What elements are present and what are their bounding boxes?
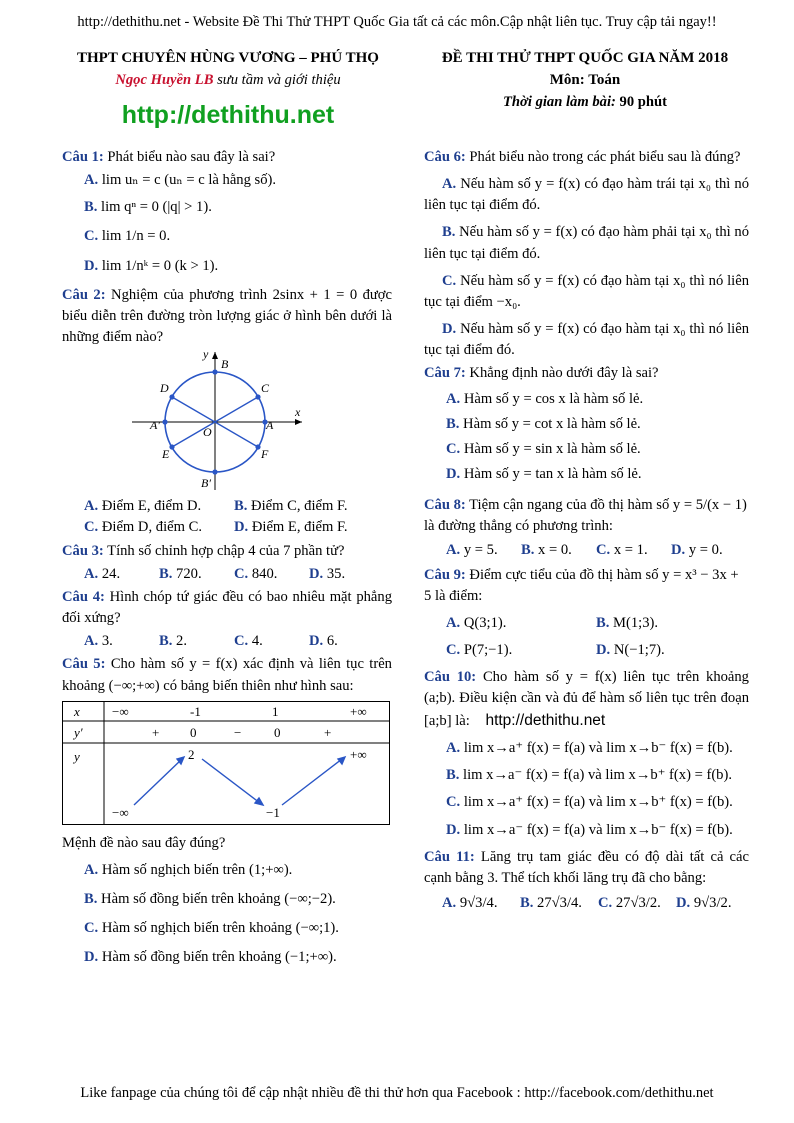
author-name: Ngọc Huyền LB <box>115 71 214 88</box>
option: A. lim uₙ = c (uₙ = c là hằng số). <box>84 172 277 189</box>
label-C: C <box>261 381 270 396</box>
label-x: x <box>295 405 301 420</box>
time-value: 90 phút <box>619 93 667 110</box>
svg-text:0: 0 <box>190 724 197 740</box>
q2-options-row1: A. Điểm E, điểm D. B. Điểm C, điểm F. <box>84 498 348 515</box>
svg-text:−∞: −∞ <box>112 804 129 820</box>
question-1 <box>62 147 392 168</box>
variation-table <box>62 701 392 825</box>
question-7: Câu 7: Khẳng định nào dưới đây là sai? <box>424 365 659 382</box>
q9-options-row1: A. Q(3;1). B. M(1;3). <box>446 614 659 631</box>
q9-options-row2: C. P(7;−1). D. N(−1;7). <box>446 642 665 659</box>
option: B. lim qⁿ = 0 (|q| > 1). <box>84 199 212 216</box>
svg-text:1: 1 <box>272 703 279 719</box>
exam-title: ĐỀ THI THỬ THPT QUỐC GIA NĂM 2018 <box>441 50 729 66</box>
question-10: Câu 10: Cho hàm số y = f(x) liên tục trên khoảng (a;b). Điều kiện cần và đủ để hàm số liên tục trên đoạn [a;b] là: http://dethithu.net <box>424 669 749 729</box>
svg-text:+∞: +∞ <box>350 703 367 719</box>
svg-text:2: 2 <box>188 746 195 762</box>
question-3: Câu 3: Tính số chỉnh hợp chập 4 của 7 phần tử? <box>62 542 345 559</box>
q4-options: A. 3. B. 2. C. 4. D. 6. <box>84 633 338 650</box>
option: C. Hàm số y = sin x là hàm số lẻ. <box>446 440 641 457</box>
label-A-prime: A′ <box>150 418 160 433</box>
question-11: Câu 11: Lăng trụ tam giác đều có độ dài tất cả các cạnh bằng 3. Thể tích khối lăng trụ đã cho bằng: <box>424 848 749 886</box>
tbl-x-label: x <box>74 703 80 719</box>
option: A. Hàm số y = cos x là hàm số lẻ. <box>446 390 644 407</box>
author-note: sưu tầm và giới thiệu <box>217 71 341 88</box>
svg-text:−∞: −∞ <box>112 703 129 719</box>
label-y: y <box>203 350 209 362</box>
q8-options: A. y = 5. B. x = 0. C. x = 1. D. y = 0. <box>446 541 723 558</box>
option: B. Nếu hàm số y = f(x) có đạo hàm phải tại x₀ thì nó liên tục tại điểm đó. <box>424 224 749 262</box>
question-6: Câu 6: Phát biểu nào trong các phát biểu sau là đúng? <box>424 149 741 165</box>
label-D: D <box>160 381 169 396</box>
footer-banner: Like fanpage của chúng tôi để cập nhật nhiều đề thi thử hơn qua Facebook : http://facebook.com/dethithu.net <box>80 1085 714 1101</box>
tbl-yp-label: y′ <box>74 724 83 740</box>
option: C. Nếu hàm số y = f(x) có đạo hàm tại x₀ thì nó liên tục tại điểm −x₀. <box>424 272 749 310</box>
question-4: Câu 4: Hình chóp tứ giác đều có bao nhiêu mặt phẳng đối xứng? <box>62 588 392 627</box>
svg-text:+: + <box>152 724 160 740</box>
trig-circle-figure <box>62 350 392 490</box>
option: D. Nếu hàm số y = f(x) có đạo hàm tại x₀ thì nó liên tục tại điểm đó. <box>424 321 749 359</box>
time-line <box>420 92 750 113</box>
option: A. Hàm số nghịch biến trên (1;+∞). <box>84 861 293 878</box>
q11-options: A. 9√3/4. B. 27√3/4. C. 27√3/2. D. 9√3/2. <box>442 895 732 911</box>
q-text: Phát biểu nào sau đây là sai? <box>107 149 276 165</box>
label-B-prime: B′ <box>201 476 211 491</box>
option: A. lim x→a⁺ f(x) = f(a) và lim x→b⁻ f(x) = f(b). <box>446 740 733 757</box>
school-name: THPT CHUYÊN HÙNG VƯƠNG – PHÚ THỌ <box>77 50 379 66</box>
svg-text:−: − <box>234 724 242 740</box>
svg-text:+: + <box>324 724 332 740</box>
option: D. Hàm số y = tan x là hàm số lẻ. <box>446 466 642 483</box>
label-F: F <box>261 447 269 462</box>
svg-text:−1: −1 <box>266 804 280 820</box>
option: B. lim x→a⁻ f(x) = f(a) và lim x→b⁺ f(x) = f(b). <box>446 767 732 784</box>
option: D. lim x→a⁻ f(x) = f(a) và lim x→b⁻ f(x) = f(b). <box>446 821 733 838</box>
option: C. Hàm số nghịch biến trên khoảng (−∞;1). <box>84 920 339 937</box>
option: B. Hàm số đồng biến trên khoảng (−∞;−2). <box>84 890 336 907</box>
question-9: Câu 9: Điểm cực tiểu của đồ thị hàm số y = x³ − 3x + 5 là điểm: <box>424 566 739 604</box>
time-label: Thời gian làm bài: <box>503 93 616 110</box>
label-B: B <box>221 357 229 372</box>
site-link[interactable]: http://dethithu.net <box>121 100 335 129</box>
q-label: Câu 1: <box>62 149 104 165</box>
q3-options: A. 24. B. 720. C. 840. D. 35. <box>84 565 346 582</box>
header-banner: http://dethithu.net - Website Đề Thi Thử THPT Quốc Gia tất cả các môn.Cập nhật liên tục. Truy cập tải ngay!! <box>77 14 717 30</box>
subject: Môn: Toán <box>549 71 621 88</box>
question-5: Câu 5: Cho hàm số y = f(x) xác định và liên tục trên khoảng (−∞;+∞) có bảng biến thiên như hình sau: <box>62 656 392 694</box>
q2-options-row2: C. Điểm D, điểm C. D. Điểm E, điểm F. <box>84 519 348 536</box>
option: D. lim 1/nᵏ = 0 (k > 1). <box>84 257 219 274</box>
option: C. lim 1/n = 0. <box>84 228 171 245</box>
label-A: A <box>266 418 274 433</box>
q5-prompt: Mệnh đề nào sau đây đúng? <box>62 834 226 851</box>
svg-text:0: 0 <box>274 724 281 740</box>
tbl-y-label: y <box>74 748 80 764</box>
label-O: O <box>203 425 212 440</box>
option: A. Nếu hàm số y = f(x) có đạo hàm trái tại x₀ thì nó liên tục tại điểm đó. <box>424 176 749 214</box>
question-2: Câu 2: Nghiệm của phương trình 2sinx + 1 = 0 được biểu diễn trên đường tròn lượng giác ở hình bên dưới là những điểm nào? <box>62 286 392 346</box>
site-link-inline[interactable]: http://dethithu.net <box>485 711 606 729</box>
option: C. lim x→a⁺ f(x) = f(a) và lim x→b⁺ f(x) = f(b). <box>446 794 733 811</box>
svg-text:+∞: +∞ <box>350 746 367 762</box>
question-8: Câu 8: Tiệm cận ngang của đồ thị hàm số y = 5/(x − 1) là đường thẳng có phương trình: <box>424 497 747 535</box>
label-E: E <box>162 447 170 462</box>
option: D. Hàm số đồng biến trên khoảng (−1;+∞). <box>84 949 337 966</box>
option: B. Hàm số y = cot x là hàm số lẻ. <box>446 415 641 432</box>
author-line <box>58 70 398 91</box>
svg-text:-1: -1 <box>190 703 201 719</box>
